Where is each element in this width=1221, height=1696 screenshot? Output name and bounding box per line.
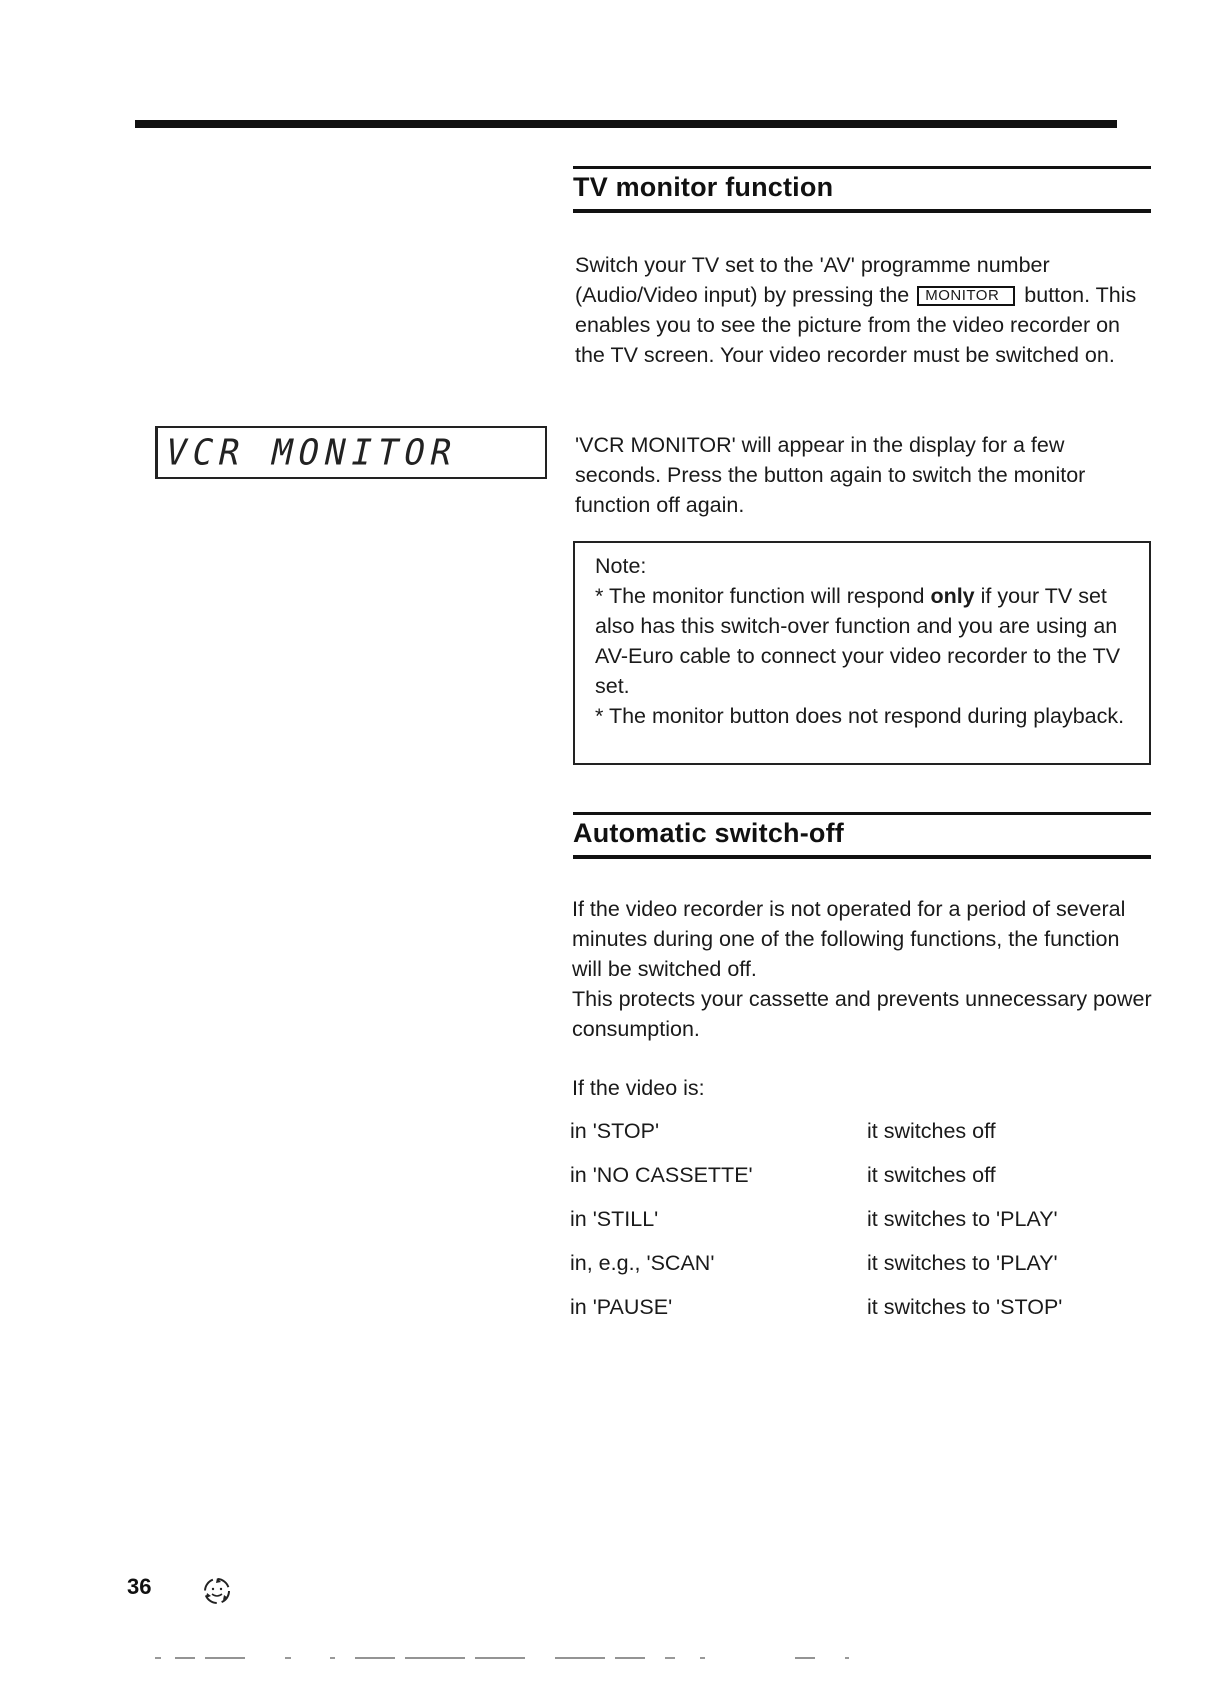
display-paragraph: 'VCR MONITOR' will appear in the display for a few seconds. Press the button again to switch the monitor function off again. <box>575 433 1086 517</box>
table-cell-result: it switches off <box>867 1119 996 1143</box>
recycle-icon <box>200 1574 234 1608</box>
table-cell-result: it switches to 'PLAY' <box>867 1251 1058 1275</box>
note-item-2: * The monitor button does not respond during playback. <box>595 704 1125 728</box>
note-item-1-before: * The monitor function will respond <box>595 584 925 608</box>
table-cell-result: it switches to 'STOP' <box>867 1295 1063 1319</box>
scan-artifact <box>155 1655 925 1661</box>
section-rule-top <box>573 166 1151 169</box>
auto-off-paragraph-1: If the video recorder is not operated for a period of several minutes during one of the following functions, the function will be switched off. <box>572 897 1126 981</box>
table-cell-result: it switches to 'PLAY' <box>867 1207 1058 1231</box>
table-cell-state: in 'NO CASSETTE' <box>570 1163 753 1187</box>
monitor-key-label: MONITOR <box>917 286 1015 306</box>
note-content <box>595 551 1135 731</box>
auto-off-paragraph-2: This protects your cassette and prevents unnecessary power consumption. <box>572 987 1152 1041</box>
table-cell-state: in 'STILL' <box>570 1207 659 1231</box>
section-rule-bottom <box>573 209 1151 213</box>
table-cell-result: it switches off <box>867 1163 996 1187</box>
table-intro: If the video is: <box>572 1076 705 1100</box>
table-cell-state: in 'PAUSE' <box>570 1295 673 1319</box>
note-box <box>573 541 1151 765</box>
vcr-display-text: VCR MONITOR <box>161 432 462 474</box>
tv-monitor-intro <box>575 250 1155 370</box>
section-title-tv-monitor: TV monitor function <box>573 172 834 202</box>
intro-text-before: Switch your TV set to the 'AV' programme number (Audio/Video input) by pressing the <box>575 253 1050 307</box>
section-rule-bottom <box>573 855 1151 859</box>
section-rule-top <box>573 812 1151 815</box>
note-item-1 <box>595 581 1135 701</box>
intro-text-after: button. This enables you to see the picture from the video recorder on the TV screen. Your video recorder must be switched on. <box>575 283 1137 367</box>
note-heading: Note: <box>595 554 647 578</box>
top-rule <box>135 120 1117 128</box>
table-cell-state: in, e.g., 'SCAN' <box>570 1251 715 1275</box>
note-item-1-after: if your TV set also has this switch-over function and you are using an AV-Euro cable to connect your video recorder to the TV set. <box>595 584 1121 698</box>
section-title-auto-off: Automatic switch-off <box>573 818 844 848</box>
vcr-display <box>155 426 547 479</box>
table-cell-state: in 'STOP' <box>570 1119 660 1143</box>
page-number: 36 <box>127 1574 152 1599</box>
note-item-1-bold: only <box>930 584 975 608</box>
